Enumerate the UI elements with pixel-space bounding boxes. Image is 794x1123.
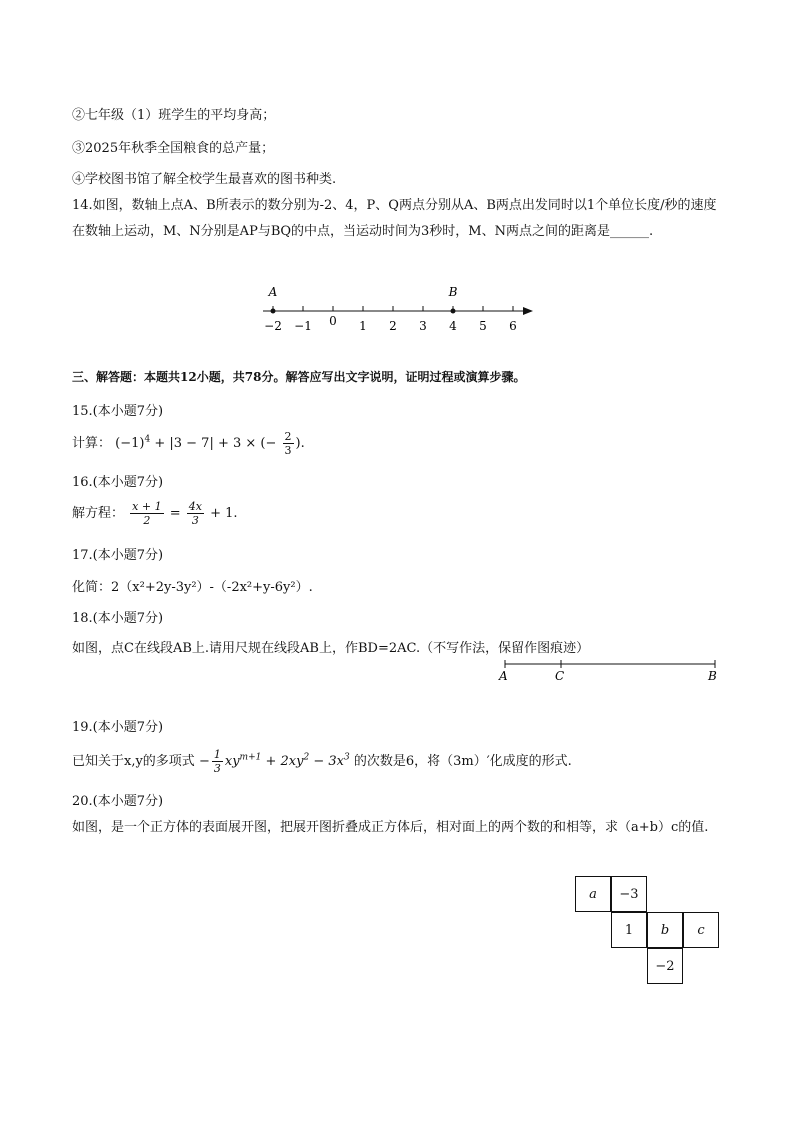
cell-c: c xyxy=(683,912,719,948)
cell-a: a xyxy=(575,876,611,912)
question-19-body: 已知关于x,y的多项式 − $\frac{1}{3}$ $xy^{m+1} + 2xy^2 - 3x^3$ 的次数是6，将（3m）′化成度的形式. xyxy=(72,748,572,775)
question-15-head: 15.(本小题7分) xyxy=(72,404,164,419)
tick-label: 1 xyxy=(359,319,367,333)
cell-minus-3: −3 xyxy=(611,876,647,912)
tick-label: −2 xyxy=(264,319,282,333)
point-label-b: B xyxy=(448,285,458,299)
option-2: ②七年级（1）班学生的平均身高； xyxy=(72,108,276,123)
tick-label: 3 xyxy=(419,319,427,333)
question-20-body: 如图，是一个正方体的表面展开图，把展开图折叠成正方体后，相对面上的两个数的和相等，求（a+b）c的值. xyxy=(72,820,709,835)
cell-b: b xyxy=(647,912,683,948)
question-19-head: 19.(本小题7分) xyxy=(72,720,164,735)
tick-label: 5 xyxy=(479,319,487,333)
question-18-head: 18.(本小题7分) xyxy=(72,611,164,626)
question-17-head: 17.(本小题7分) xyxy=(72,548,164,563)
option-3: ③2025年秋季全国粮食的总产量； xyxy=(72,141,275,156)
point-b xyxy=(451,309,456,314)
question-17-body: 化简：2（x²+2y-3y²）-（-2x²+y-6y²）. xyxy=(72,580,313,595)
section-3-heading: 三、解答题：本题共12小题，共78分。解答应写出文字说明，证明过程或演算步骤。 xyxy=(72,370,526,384)
label-a: A xyxy=(499,669,508,683)
question-15-body: 计算： $(-1)^4 + |3 - 7| + 3$ × (− $\frac{2}{3}$ ). xyxy=(72,430,305,457)
question-14-text: 14.如图，数轴上点A、B所表示的数分别为-2、4，P、Q两点分别从A、B两点出发同时以1个单位长度/秒的速度在数轴上运动，M、N分别是AP与BQ的中点，当运动时间为3秒时，M、N两点之间的距离是______. xyxy=(72,198,717,239)
point-a xyxy=(271,309,276,314)
question-20-head: 20.(本小题7分) xyxy=(72,794,164,809)
number-line xyxy=(255,280,545,335)
label-b: B xyxy=(708,669,717,683)
tick-label: 2 xyxy=(389,319,397,333)
label-c: C xyxy=(555,669,565,683)
segment-ab-diagram xyxy=(495,656,725,684)
cell-minus-2: −2 xyxy=(647,948,683,984)
question-16-head: 16.(本小题7分) xyxy=(72,475,164,490)
question-18-body: 如图，点C在线段AB上.请用尺规在线段AB上，作BD=2AC.（不写作法，保留作图痕迹） xyxy=(72,641,590,656)
tick-label: −1 xyxy=(294,319,312,333)
point-label-a: A xyxy=(268,285,278,299)
cell-1: 1 xyxy=(611,912,647,948)
option-4: ④学校图书馆了解全校学生最喜欢的图书种类. xyxy=(72,172,337,187)
tick-label: 4 xyxy=(449,319,457,333)
question-16-body: 解方程： $\frac{x + 1}{2}$ = $\frac{4x}{3}$ + 1. xyxy=(72,500,238,527)
tick-label: 6 xyxy=(509,319,517,333)
tick-label: 0 xyxy=(329,314,337,328)
